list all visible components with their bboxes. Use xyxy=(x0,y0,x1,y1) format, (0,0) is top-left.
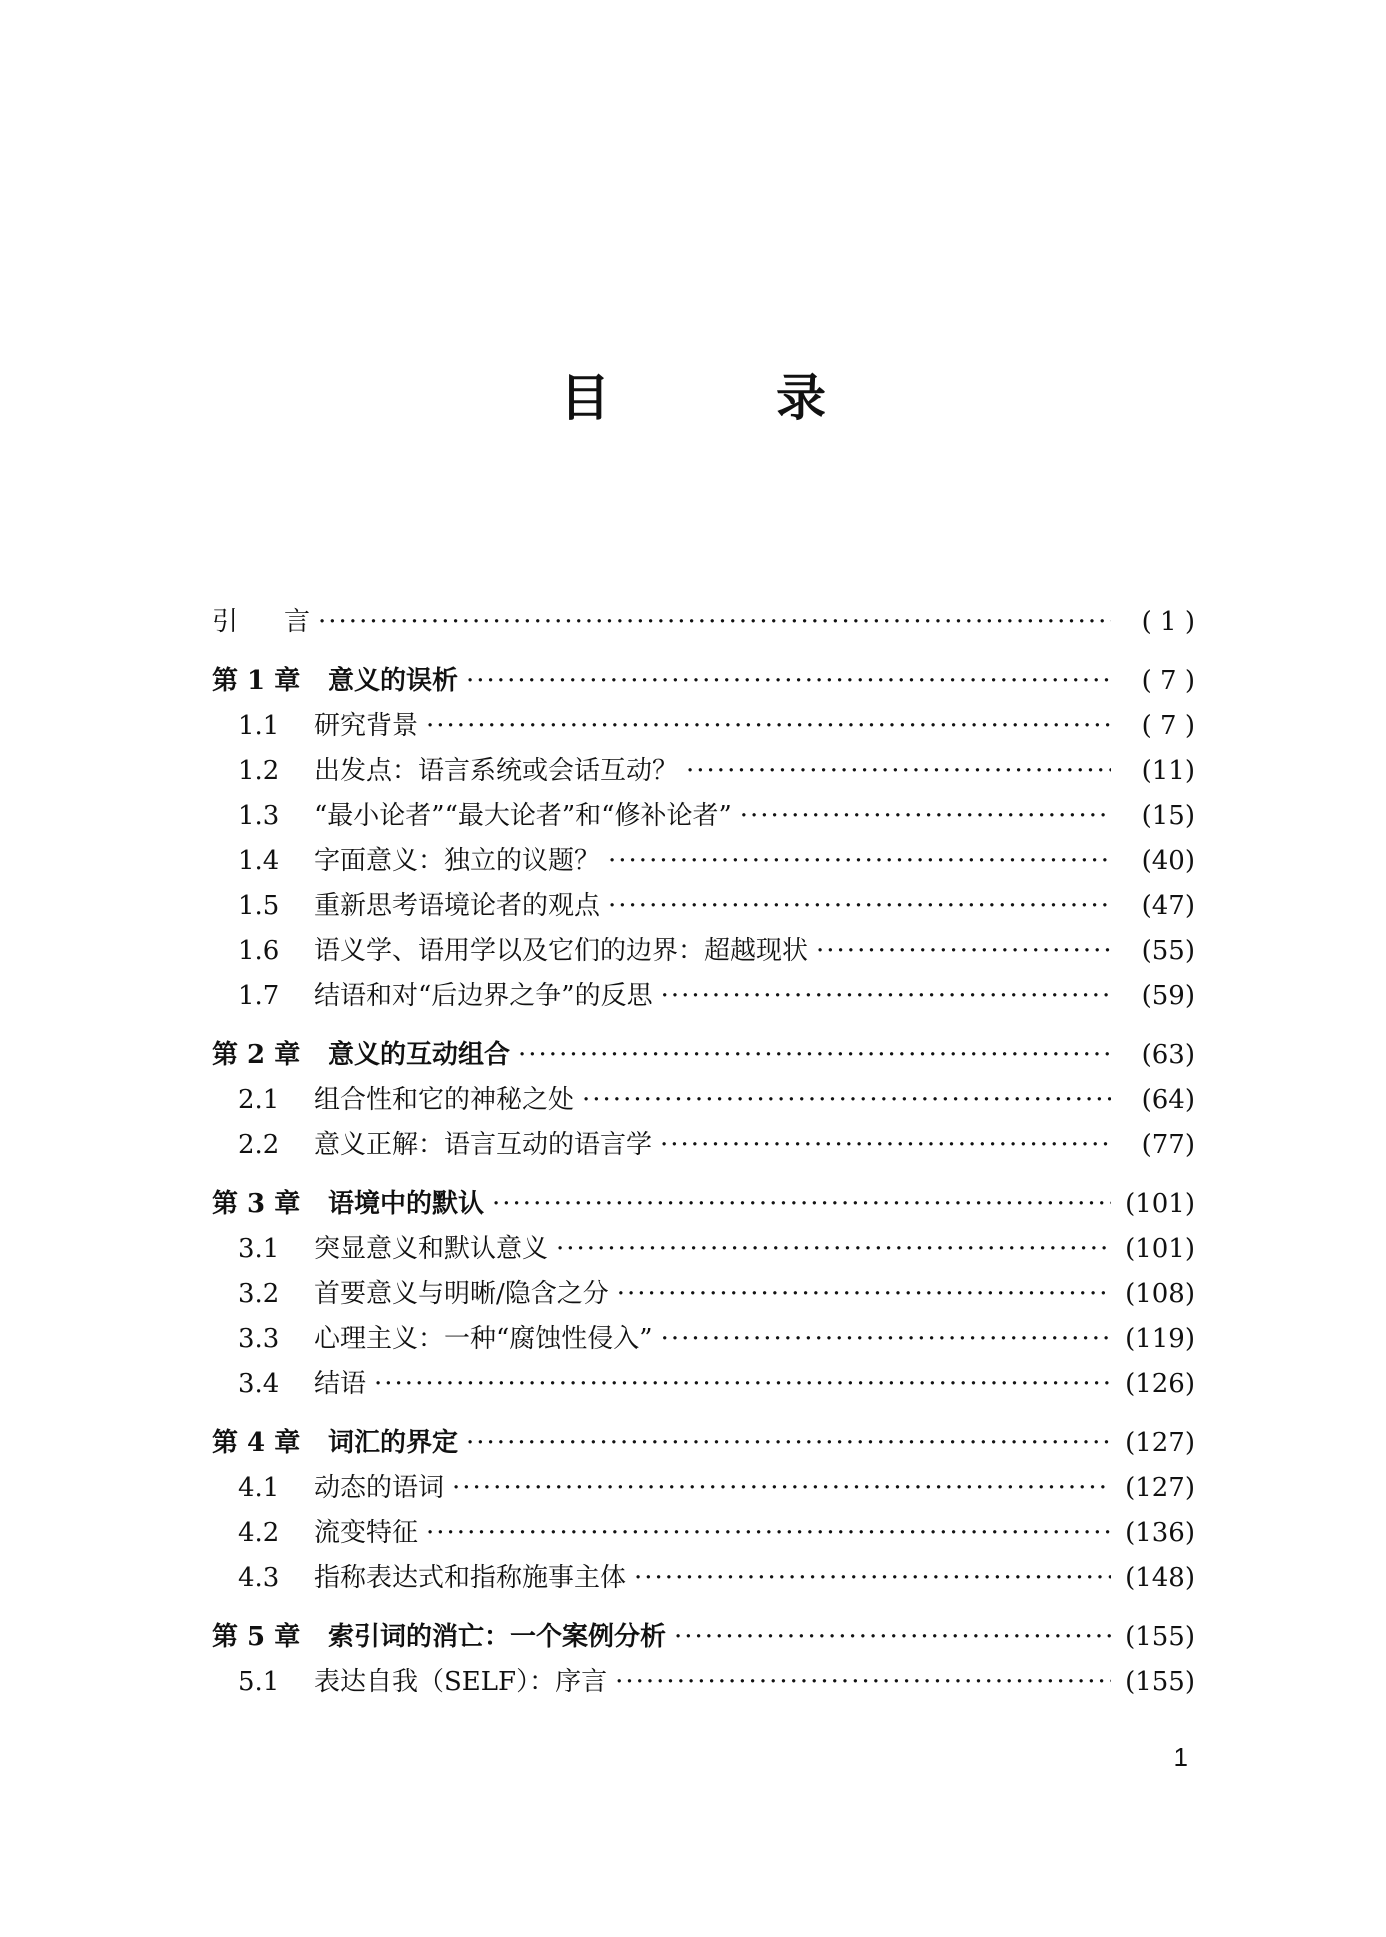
toc-entry-page: ( 7 ) xyxy=(1141,666,1195,696)
dot-leader xyxy=(661,974,1111,1019)
dot-leader xyxy=(661,1317,1111,1362)
toc-entry-page: (126) xyxy=(1125,1369,1195,1399)
toc-section-entry xyxy=(212,1317,1195,1362)
toc-entry-number: 1.4 xyxy=(238,846,280,876)
toc-section-entry xyxy=(212,974,1195,1019)
toc-entry-label: 意义的误析 xyxy=(328,666,459,696)
toc-entry-page: ( 7 ) xyxy=(1141,711,1195,741)
dot-leader xyxy=(615,1660,1111,1705)
dot-leader xyxy=(426,1511,1111,1556)
toc-entry-number: 3.3 xyxy=(238,1324,280,1354)
page-number: 1 xyxy=(1173,1742,1188,1772)
toc-entry-page: (47) xyxy=(1141,891,1195,921)
toc-entry-label: 意义正解：语言互动的语言学 xyxy=(314,1130,653,1160)
toc-entry-page: ( 1 ) xyxy=(1141,607,1195,637)
dot-leader xyxy=(426,704,1111,749)
dot-leader xyxy=(686,749,1111,794)
dot-leader xyxy=(492,1182,1111,1227)
toc-section-entry xyxy=(212,749,1195,794)
toc-entry-label: 字面意义：独立的议题？ xyxy=(314,846,601,876)
toc-entry-page: (59) xyxy=(1141,981,1195,1011)
dot-leader xyxy=(318,600,1111,645)
dot-leader xyxy=(374,1362,1111,1407)
toc-entry-label: 组合性和它的神秘之处 xyxy=(314,1085,575,1115)
dot-leader xyxy=(556,1227,1111,1272)
dot-leader xyxy=(582,1078,1111,1123)
toc-entry-label: 语义学、语用学以及它们的边界：超越现状 xyxy=(314,936,809,966)
toc-entry-label: 重新思考语境论者的观点 xyxy=(314,891,601,921)
toc-entry-number: 3.4 xyxy=(238,1369,280,1399)
toc-entry-label: 意义的互动组合 xyxy=(328,1040,511,1070)
toc-entry-number: 1.1 xyxy=(238,711,280,741)
toc-entry-number: 1.2 xyxy=(238,756,280,786)
dot-leader xyxy=(617,1272,1111,1317)
toc-section-entry xyxy=(212,1272,1195,1317)
toc-section-entry xyxy=(212,1556,1195,1601)
toc-entry-page: (136) xyxy=(1125,1518,1195,1548)
toc-entry-label: 指称表达式和指称施事主体 xyxy=(314,1563,627,1593)
toc-section-entry xyxy=(212,1123,1195,1168)
toc-chapter-entry xyxy=(212,1615,1195,1660)
toc-entry-number: 2.1 xyxy=(238,1085,280,1115)
toc-chapter-entry xyxy=(212,659,1195,704)
page-title: 目 录 xyxy=(560,368,884,427)
toc-entry-page: (101) xyxy=(1125,1189,1195,1219)
toc-section-entry xyxy=(212,1466,1195,1511)
toc-entry-number: 3.1 xyxy=(238,1234,280,1264)
toc-entry-number: 1.7 xyxy=(238,981,280,1011)
toc-entry-label: 动态的语词 xyxy=(314,1473,445,1503)
dot-leader xyxy=(660,1123,1111,1168)
dot-leader xyxy=(740,794,1111,839)
table-of-contents xyxy=(212,600,1195,1705)
toc-entry-label: 词汇的界定 xyxy=(328,1428,459,1458)
toc-entry-number: 第 3 章 xyxy=(212,1189,301,1219)
toc-entry-number: 4.1 xyxy=(238,1473,280,1503)
toc-chapter-entry xyxy=(212,1182,1195,1227)
toc-section-entry xyxy=(212,794,1195,839)
toc-entry-number: 5.1 xyxy=(238,1667,280,1697)
dot-leader xyxy=(466,659,1111,704)
toc-section-entry xyxy=(212,704,1195,749)
toc-entry-page: (63) xyxy=(1141,1040,1195,1070)
toc-section-entry xyxy=(212,1227,1195,1272)
toc-entry-number: 4.2 xyxy=(238,1518,280,1548)
toc-chapter-entry xyxy=(212,1421,1195,1466)
toc-entry-page: (127) xyxy=(1125,1428,1195,1458)
toc-chapter-entry xyxy=(212,1033,1195,1078)
toc-entry-page: (101) xyxy=(1125,1234,1195,1264)
toc-entry-number: 第 4 章 xyxy=(212,1428,301,1458)
toc-entry-number: 第 1 章 xyxy=(212,666,301,696)
toc-entry-number: 引 xyxy=(212,607,239,637)
toc-entry-number: 1.3 xyxy=(238,801,280,831)
dot-leader xyxy=(816,929,1111,974)
toc-entry-page: (77) xyxy=(1141,1130,1195,1160)
toc-entry-label: 结语 xyxy=(314,1369,367,1399)
toc-entry-page: (155) xyxy=(1125,1622,1195,1652)
toc-entry-page: (40) xyxy=(1141,846,1195,876)
toc-section-entry xyxy=(212,839,1195,884)
toc-entry-label: 索引词的消亡：一个案例分析 xyxy=(328,1622,667,1652)
toc-entry-label: 出发点：语言系统或会话互动？ xyxy=(314,756,679,786)
toc-entry-page: (148) xyxy=(1125,1563,1195,1593)
toc-section-entry xyxy=(212,1078,1195,1123)
toc-entry-label: 结语和对“后边界之争”的反思 xyxy=(314,981,653,1011)
toc-entry-page: (119) xyxy=(1125,1324,1195,1354)
toc-entry-label: 突显意义和默认意义 xyxy=(314,1234,549,1264)
toc-entry-page: (155) xyxy=(1125,1667,1195,1697)
toc-entry-page: (55) xyxy=(1141,936,1195,966)
toc-entry-label: 首要意义与明晰/隐含之分 xyxy=(314,1279,609,1309)
toc-entry-label: 语境中的默认 xyxy=(328,1189,485,1219)
toc-entry-label: 言 xyxy=(284,607,311,637)
dot-leader xyxy=(452,1466,1111,1511)
toc-section-entry xyxy=(212,929,1195,974)
toc-entry-page: (15) xyxy=(1141,801,1195,831)
dot-leader xyxy=(466,1421,1111,1466)
toc-entry-page: (108) xyxy=(1125,1279,1195,1309)
toc-section-entry xyxy=(212,1660,1195,1705)
toc-entry-page: (64) xyxy=(1141,1085,1195,1115)
toc-entry-label: “最小论者”“最大论者”和“修补论者” xyxy=(314,801,732,831)
toc-entry-number: 1.5 xyxy=(238,891,280,921)
toc-entry-page: (11) xyxy=(1141,756,1195,786)
dot-leader xyxy=(518,1033,1111,1078)
toc-entry-label: 表达自我（SELF）：序言 xyxy=(314,1667,608,1697)
toc-entry-label: 心理主义：一种“腐蚀性侵入” xyxy=(314,1324,653,1354)
toc-entry-page: (127) xyxy=(1125,1473,1195,1503)
dot-leader xyxy=(608,839,1111,884)
toc-entry-number: 1.6 xyxy=(238,936,280,966)
toc-entry-number: 第 2 章 xyxy=(212,1040,301,1070)
toc-entry-label: 流变特征 xyxy=(314,1518,419,1548)
toc-section-entry xyxy=(212,884,1195,929)
toc-entry-number: 第 5 章 xyxy=(212,1622,301,1652)
dot-leader xyxy=(634,1556,1111,1601)
toc-entry-number: 2.2 xyxy=(238,1130,280,1160)
toc-entry-number: 4.3 xyxy=(238,1563,280,1593)
dot-leader xyxy=(674,1615,1111,1660)
toc-entry-label: 研究背景 xyxy=(314,711,419,741)
toc-intro-entry xyxy=(212,600,1195,645)
toc-section-entry xyxy=(212,1511,1195,1556)
dot-leader xyxy=(608,884,1111,929)
toc-entry-number: 3.2 xyxy=(238,1279,280,1309)
toc-section-entry xyxy=(212,1362,1195,1407)
